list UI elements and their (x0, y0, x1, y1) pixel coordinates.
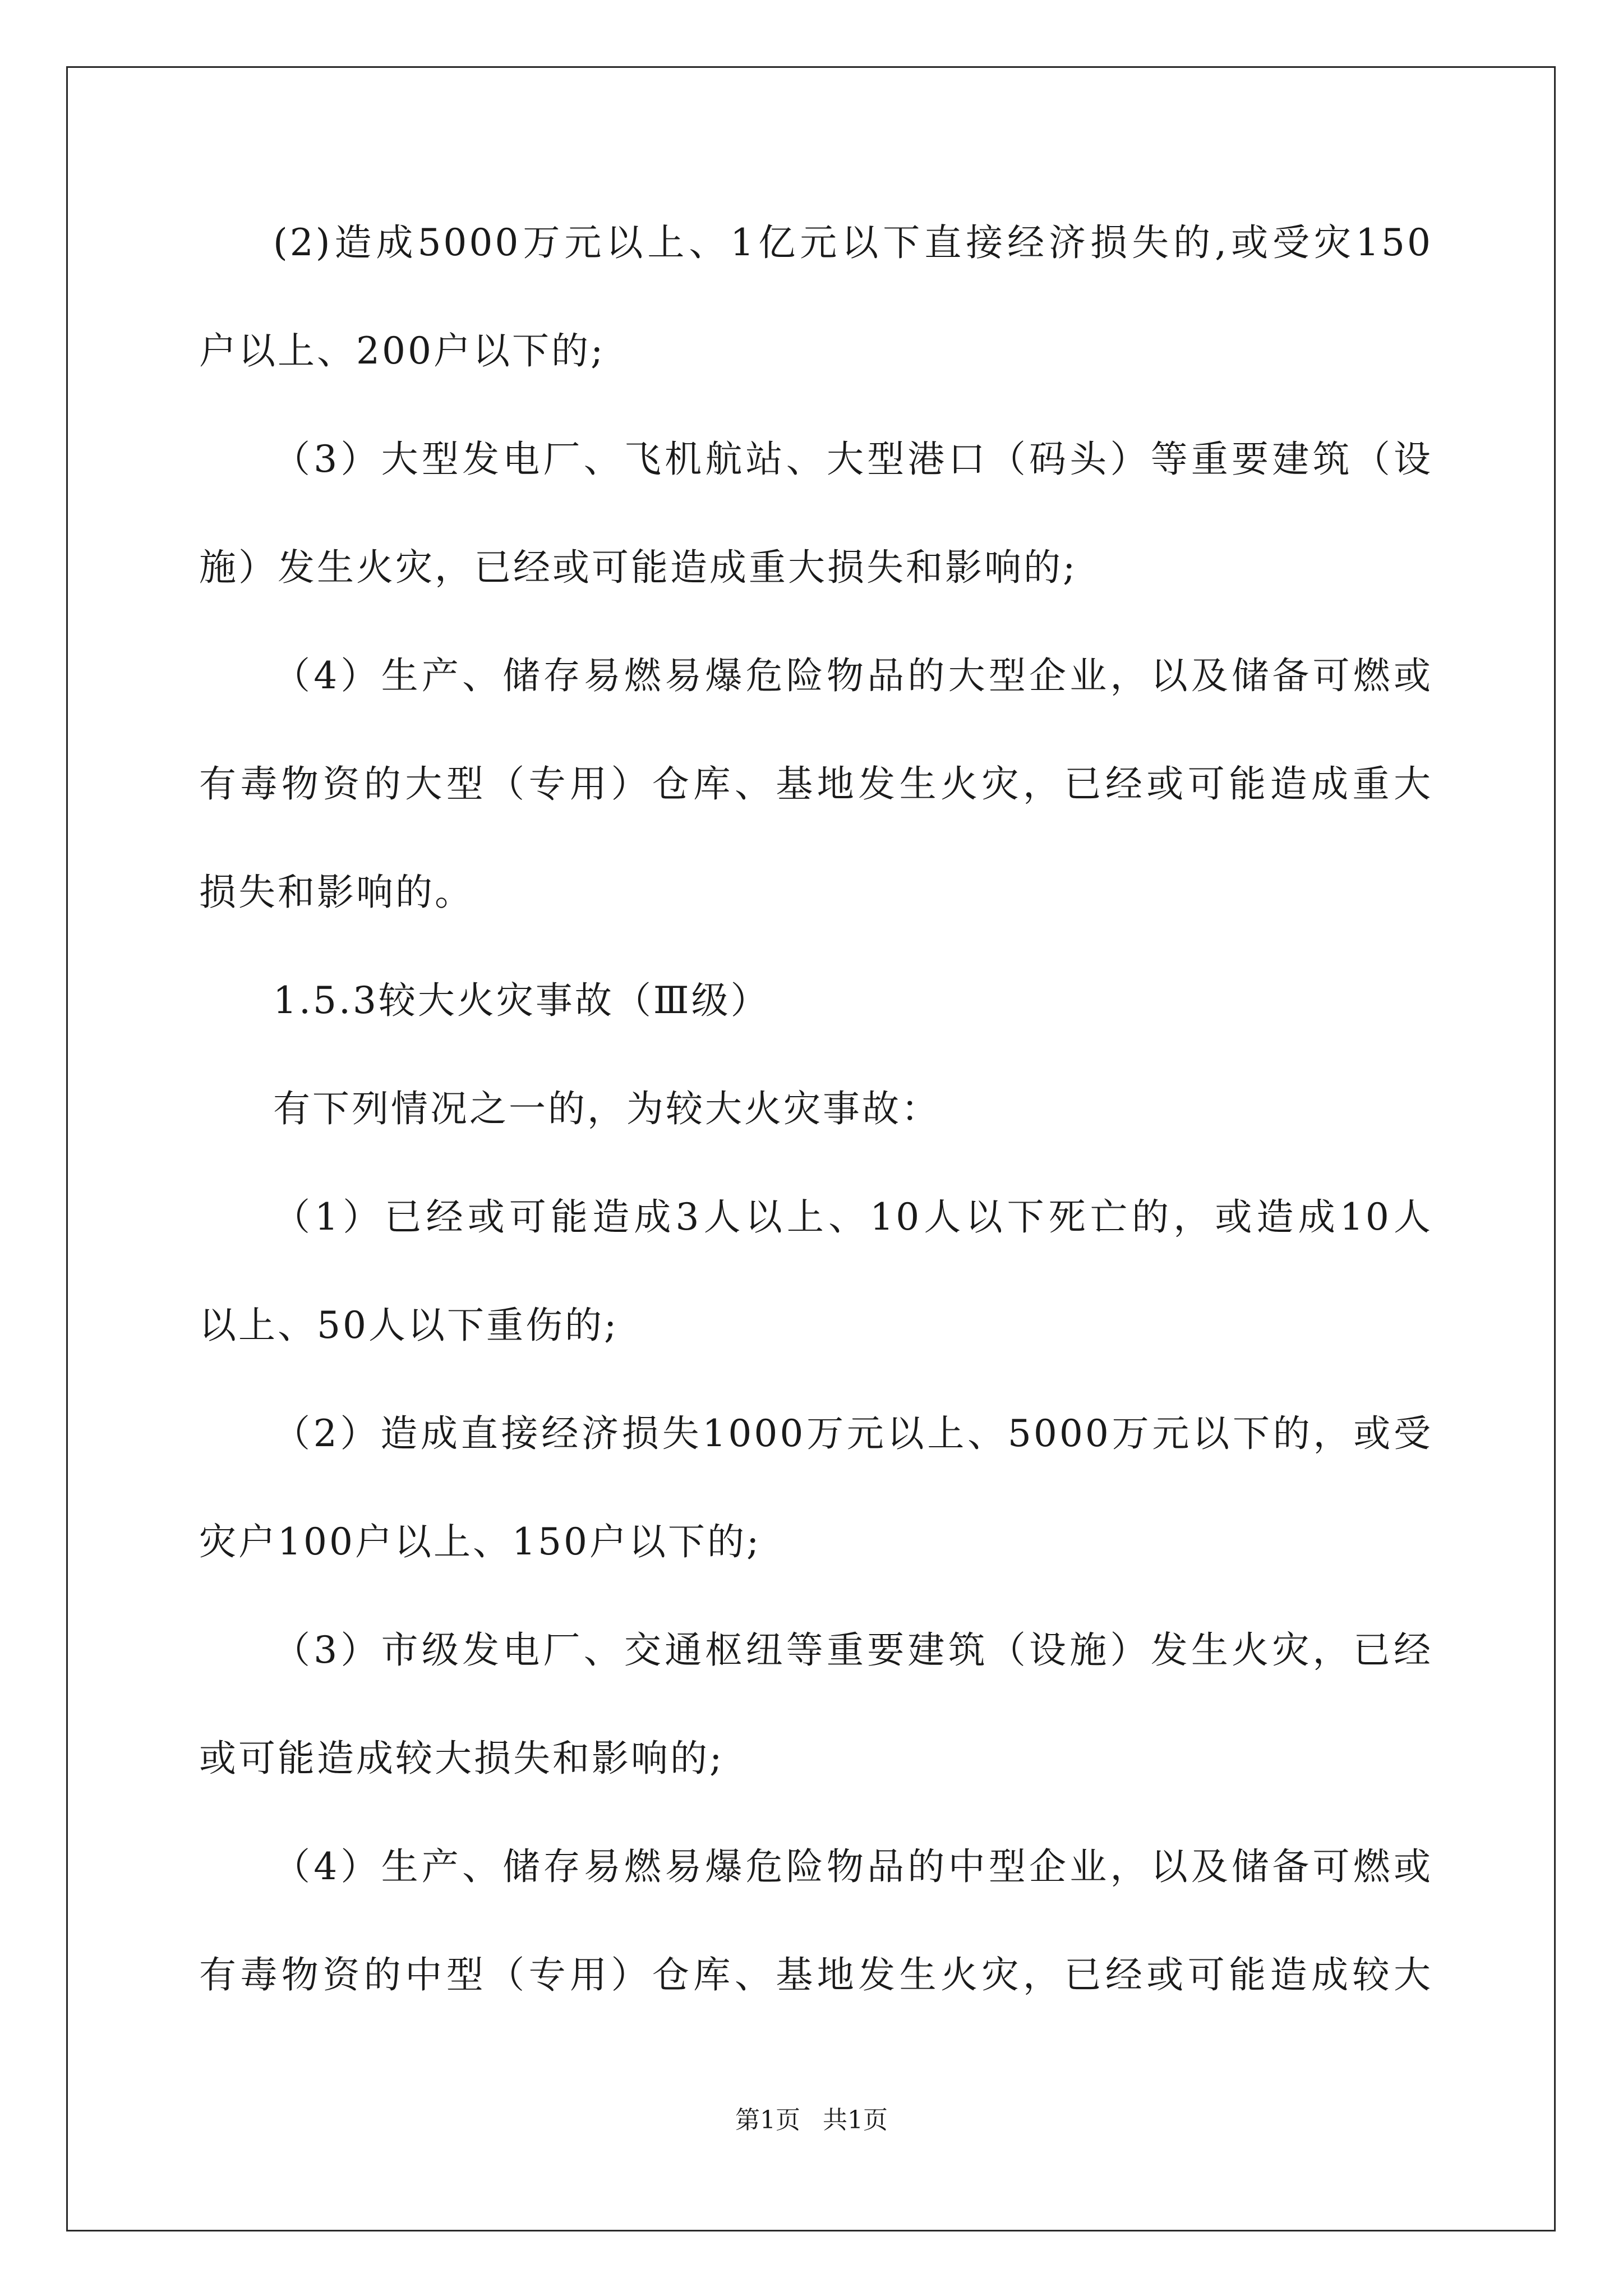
paragraph-line: 有毒物资的大型（专用）仓库、基地发生火灾，已经或可能造成重大 (199, 762, 1433, 806)
page-total: 共1页 (823, 2106, 888, 2134)
page-footer (0, 2104, 1623, 2137)
paragraph-line: （3）大型发电厂、飞机航站、大型港口（码头）等重要建筑（设 (273, 438, 1433, 481)
paragraph-line: （2）造成直接经济损失1000万元以上、5000万元以下的，或受 (273, 1412, 1433, 1455)
paragraph-line: 有毒物资的中型（专用）仓库、基地发生火灾，已经或可能造成较大 (199, 1953, 1433, 1996)
paragraph-line: （1）已经或可能造成3人以上、10人以下死亡的，或造成10人 (273, 1195, 1433, 1239)
paragraph-line: 有下列情况之一的，为较大火灾事故： (273, 1087, 940, 1130)
paragraph-line: 户以上、200户以下的; (199, 329, 606, 372)
paragraph-line: 以上、50人以下重伤的; (199, 1304, 619, 1347)
paragraph-line: 灾户100户以上、150户以下的; (199, 1520, 762, 1563)
section-heading: 1.5.3较大火灾事故（Ⅲ级） (273, 979, 770, 1022)
paragraph-line: 损失和影响的。 (199, 871, 474, 914)
paragraph-line: 或可能造成较大损失和影响的; (199, 1737, 725, 1780)
page-number: 第1页 (735, 2106, 800, 2134)
paragraph-line: （4）生产、储存易燃易爆危险物品的中型企业，以及储备可燃或 (273, 1845, 1433, 1888)
paragraph-line: （4）生产、储存易燃易爆危险物品的大型企业，以及储备可燃或 (273, 654, 1433, 697)
paragraph-line: （3）市级发电厂、交通枢纽等重要建筑（设施）发生火灾，已经 (273, 1628, 1433, 1672)
document-body (199, 216, 1433, 2056)
paragraph-line: (2)造成5000万元以上、1亿元以下直接经济损失的,或受灾150 (273, 221, 1433, 264)
paragraph-line: 施）发生火灾，已经或可能造成重大损失和影响的; (199, 546, 1078, 589)
